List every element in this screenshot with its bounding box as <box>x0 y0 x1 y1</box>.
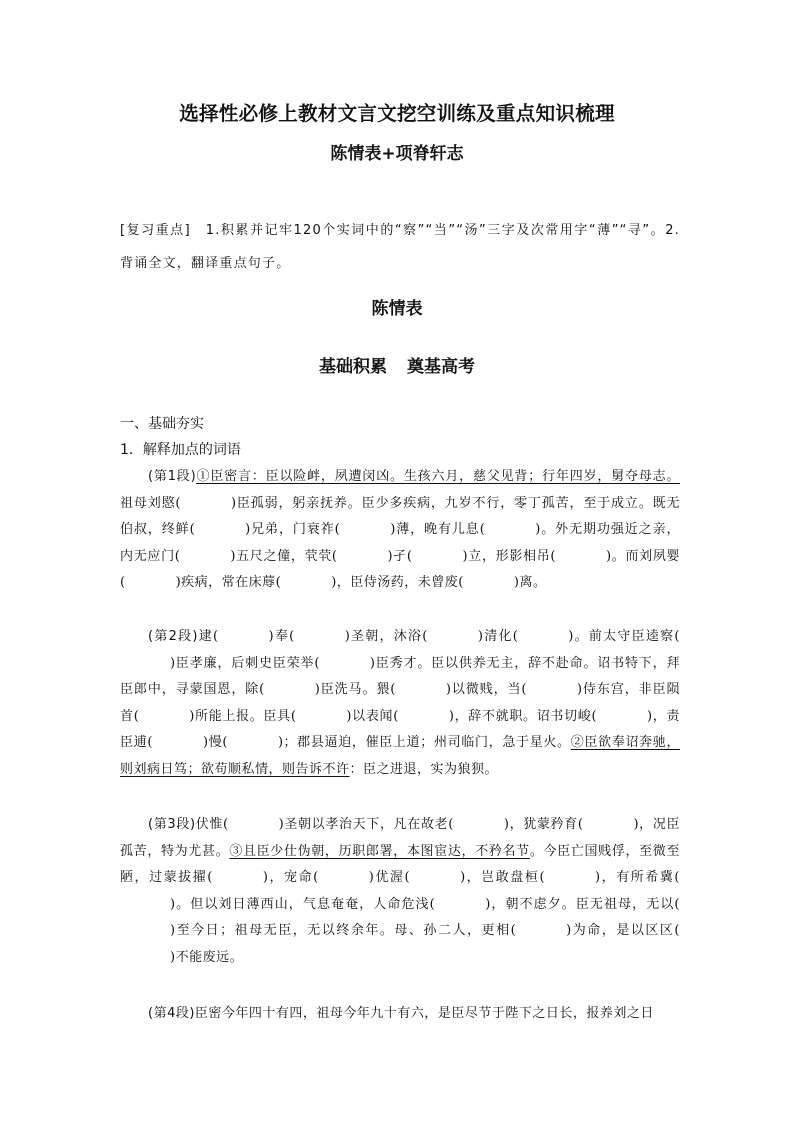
part-label: 一、基础夯实 <box>120 416 204 432</box>
key-sentence-1: ①臣密言：臣以险衅，夙遭闵凶。生孩六月，慈父见背；行年四岁，舅夺母志。 <box>196 469 680 484</box>
document-title: 选择性必修上教材文言文挖空训练及重点知识梳理 <box>179 102 615 125</box>
document-subtitle: 陈情表+项脊轩志 <box>330 144 464 164</box>
paragraph-number: (第4段) <box>148 1006 195 1021</box>
paragraph-number: (第1段) <box>148 469 197 484</box>
paragraph-3: (第3段)伏惟( )圣朝以孝治天下，凡在故老( )，犹蒙矜育( )，况臣孤苦，特为尤甚。③且臣少仕伪朝，历职郎署，本图宦达，不矜名节。今臣亡国贱俘，至微至陋，过蒙拔擢( )，宠命( )优渥( )，岂敢盘桓( )，有所希冀()。但以刘日薄西山，气息奄奄，人命危浅( )，朝不虑夕。臣无祖母，无以()至今日；祖母无臣，无以终余年。母、孙二人，更相( )为命，是以区区()不能废远。 <box>120 817 681 965</box>
paragraph-number: (第2段) <box>148 629 198 644</box>
section-subtitle-b: 奠基高考 <box>407 357 475 377</box>
paragraph-number: (第3段) <box>148 817 196 832</box>
review-focus: [复习重点] 1.积累并记牢120个实词中的“察”“当”“汤”三字及次常用字“薄”“寻”。2.背诵全文，翻译重点句子。 <box>120 223 680 271</box>
question-label: 1．解释加点的词语 <box>120 442 241 458</box>
section-subtitle-a: 基础积累 <box>319 357 387 377</box>
paragraph-4: (第4段)臣密今年四十有四，祖母今年九十有六，是臣尽节于陛下之日长，报养刘之日 <box>148 1006 654 1021</box>
key-sentence-2: ②臣欲奉诏奔驰，则刘病日笃；欲苟顺私情，则告诉不许 <box>120 735 680 777</box>
paragraph-2: (第2段)逮( )奉( )圣朝，沐浴( )清化( )。前太守臣逵察()臣孝廉，后刺史臣荣举( )臣秀才。臣以供养无主，辞不赴命。诏书特下，拜臣郎中，寻蒙国恩，除( )臣洗马。猥( )以微贱，当( )侍东宫，非臣陨首( )所能上报。臣具( )以表闻( )，辞不就职。诏书切峻( )，责臣逋( )慢( )；郡县逼迫，催臣上道；州司临门，急于星火。②臣欲奉诏奔驰，则刘病日笃；欲苟顺私情，则告诉不许：臣之进退，实为狼狈。 <box>120 629 680 777</box>
paragraph-1: (第1段)①臣密言：臣以险衅，夙遭闵凶。生孩六月，慈父见背；行年四岁，舅夺母志。祖母刘愍( )臣孤弱，躬亲抚养。臣少多疾病，九岁不行，零丁孤苦，至于成立。既无伯叔，终鲜( )兄弟，门衰祚( )薄，晚有儿息( )。外无期功强近之亲，内无应门( )五尺之僮，茕茕( )孑( )立，形影相吊( )。而刘夙婴( )疾病，常在床蓐( )，臣侍汤药，未曾废( )离。 <box>120 469 681 590</box>
key-sentence-3: ③且臣少仕伪朝，历职郎署，本图宦达，不矜名节 <box>229 843 530 859</box>
section-subtitle <box>0 352 794 377</box>
section-title: 陈情表 <box>371 299 423 319</box>
